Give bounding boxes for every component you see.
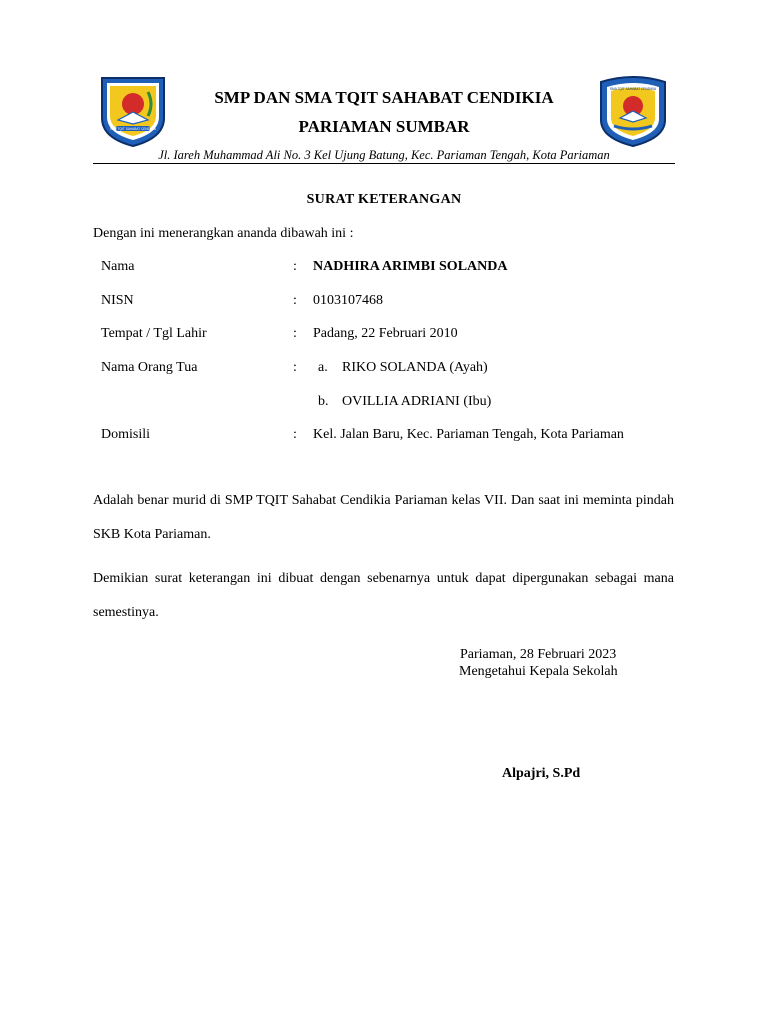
field-value-nisn: 0103107468	[313, 293, 383, 308]
field-label-nisn: NISN	[101, 293, 134, 308]
field-colon: :	[293, 360, 297, 375]
field-label-parents: Nama Orang Tua	[101, 360, 198, 375]
statement-paragraph: Adalah benar murid di SMP TQIT Sahabat Cendikia Pariaman kelas VII. Dan saat ini meminta pindah SKB Kota Pariaman.	[93, 493, 674, 542]
parent-father: RIKO SOLANDA (Ayah)	[342, 360, 488, 375]
parent-mother: OVILLIA ADRIANI (Ibu)	[342, 394, 492, 409]
field-colon: :	[293, 259, 297, 274]
svg-text:SMP TQIT SAHABAT CENDIKIA: SMP TQIT SAHABAT CENDIKIA	[109, 127, 157, 132]
field-value-domicile: Kel. Jalan Baru, Kec. Pariaman Tengah, Kota Pariaman	[313, 427, 624, 442]
svg-text:SMA TQIT SAHABAT CENDIKIA: SMA TQIT SAHABAT CENDIKIA	[609, 87, 657, 91]
school-address: Jl. Iareh Muhammad Ali No. 3 Kel Ujung Batung, Kec. Pariaman Tengah, Kota Pariaman	[158, 148, 610, 162]
field-colon: :	[293, 293, 297, 308]
school-name: SMP DAN SMA TQIT SAHABAT CENDIKIA	[214, 88, 554, 107]
closing-paragraph: Demikian surat keterangan ini dibuat dengan sebenarnya untuk dapat dipergunakan sebagai mana semestinya.	[93, 571, 674, 620]
field-colon: :	[293, 326, 297, 341]
parent-marker-b: b.	[318, 394, 329, 409]
signature-role: Mengetahui Kepala Sekolah	[459, 664, 618, 679]
school-location: PARIAMAN SUMBAR	[298, 117, 470, 136]
field-label-birth: Tempat / Tgl Lahir	[101, 326, 207, 341]
parent-marker-a: a.	[318, 360, 328, 375]
field-value-birth: Padang, 22 Februari 2010	[313, 326, 458, 341]
field-label-domicile: Domisili	[101, 427, 151, 442]
document-title: SURAT KETERANGAN	[306, 192, 462, 207]
field-value-name: NADHIRA ARIMBI SOLANDA	[313, 259, 508, 274]
header-divider	[93, 163, 675, 164]
signature-place-date: Pariaman, 28 Februari 2023	[460, 647, 617, 662]
signatory-name: Alpajri, S.Pd	[502, 766, 581, 781]
intro-text: Dengan ini menerangkan ananda dibawah ini :	[93, 226, 354, 241]
field-label-name: Nama	[101, 259, 135, 274]
field-colon: :	[293, 427, 297, 442]
